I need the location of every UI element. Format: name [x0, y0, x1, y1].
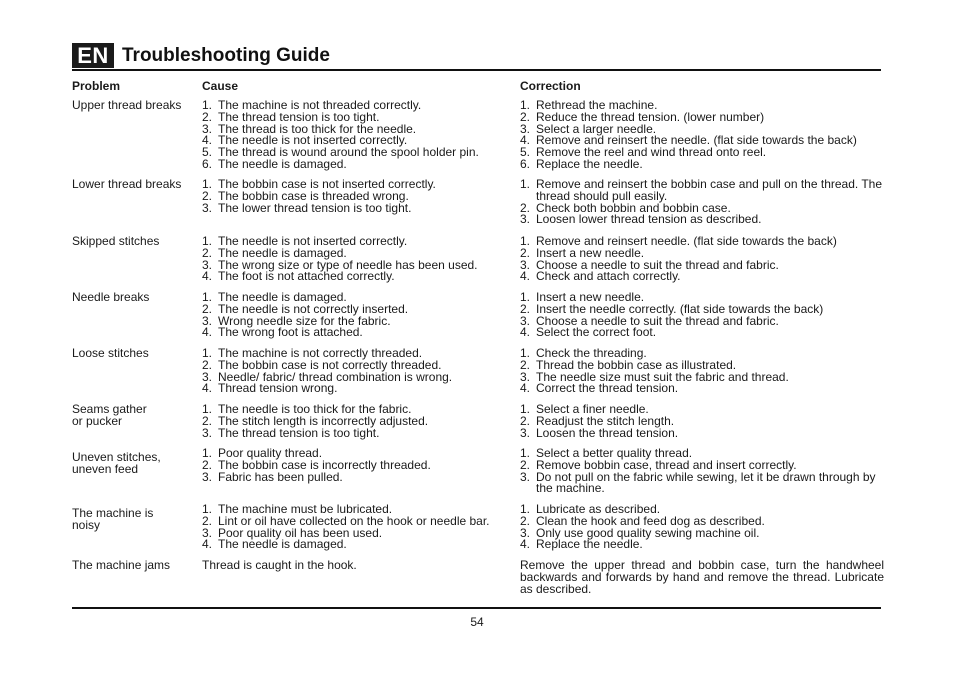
list-item: 2. The thread tension is too tight.: [202, 109, 380, 124]
list-item: 3. The thread tension is too tight.: [202, 425, 380, 440]
list-item: 1. Rethread the machine.: [520, 98, 658, 112]
list-item: 2. Insert a new needle.: [520, 245, 645, 260]
list-item: 1. The needle is not inserted correctly.: [202, 234, 408, 248]
problem-label: Loose stitches: [72, 346, 149, 360]
list-item: 3. Loosen the thread tension.: [520, 425, 679, 440]
list-item: 3. Needle/ fabric/ thread combination is wrong.: [202, 369, 453, 384]
list-item: 3. Choose a needle to suit the thread and fabric.: [520, 257, 779, 272]
list-item: 3. The thread is too thick for the needle.: [202, 121, 417, 136]
list-item: 6. The needle is damaged.: [202, 156, 347, 171]
list-item: 3. The needle size must suit the fabric and thread.: [520, 369, 789, 384]
list-item: 4. Select the correct foot.: [520, 325, 657, 340]
list-item: 4. Remove and reinsert the needle. (flat side towards the back): [520, 133, 857, 148]
cause-list: [202, 404, 517, 439]
list-item: 1. The bobbin case is not inserted correctly.: [202, 177, 436, 191]
list-item: 2. Reduce the thread tension. (lower number): [520, 109, 765, 124]
cause-list: [202, 292, 517, 339]
list-item: 2. The bobbin case is threaded wrong.: [202, 188, 409, 203]
list-item: 1. The needle is damaged.: [202, 290, 347, 304]
correction-list: [520, 292, 884, 339]
list-item: 1. Poor quality thread.: [202, 446, 323, 460]
problem-label: Skipped stitches: [72, 234, 160, 248]
problem-label: Lower thread breaks: [72, 177, 182, 191]
list-item: 1. The machine is not correctly threaded.: [202, 346, 423, 360]
list-item: 2. The needle is damaged.: [202, 245, 347, 260]
problem-label: Upper thread breaks: [72, 98, 182, 112]
list-item: 4. The needle is not inserted correctly.: [202, 133, 408, 148]
list-item: 2. The needle is not correctly inserted.: [202, 301, 409, 316]
problem-label: Seams gather or pucker: [72, 402, 147, 428]
list-item: 4. Replace the needle.: [520, 537, 643, 552]
cause-list: [202, 100, 517, 171]
correction-list: [520, 179, 884, 226]
correction-list: [520, 504, 884, 551]
column-header-problem: Problem: [72, 79, 121, 93]
problem-label: The machine is noisy: [72, 506, 154, 532]
problem-label: The machine jams: [72, 558, 171, 572]
list-item: 3. Only use good quality sewing machine oil.: [520, 525, 760, 540]
list-item: 3. Loosen lower thread tension as described.: [520, 212, 762, 227]
list-item: 3. The wrong size or type of needle has been used.: [202, 257, 478, 272]
list-item: 2. Insert the needle correctly. (flat side towards the back): [520, 301, 824, 316]
list-item: 3. Do not pull on the fabric while sewing, let it be drawn through by the machine.: [520, 469, 876, 496]
cause-list: [202, 236, 517, 283]
column-header-cause: Cause: [202, 79, 239, 93]
list-item: 2. The bobbin case is incorrectly threaded.: [202, 457, 431, 472]
list-item: 6. Replace the needle.: [520, 156, 643, 171]
list-item: 5. The thread is wound around the spool holder pin.: [202, 145, 479, 160]
correction-list: [520, 100, 884, 171]
list-item: 1. Lubricate as described.: [520, 502, 661, 516]
list-item: 4. The foot is not attached correctly.: [202, 269, 395, 284]
list-item: 3. The lower thread tension is too tight.: [202, 200, 412, 215]
list-item: 4. Thread tension wrong.: [202, 381, 338, 396]
list-item: 1. Insert a new needle.: [520, 290, 645, 304]
correction-text: Remove the upper thread and bobbin case, turn the handwheel backwards and forwards by hand and remove the thread. Lubricate as described.: [520, 558, 884, 596]
problem-label: Uneven stitches, uneven feed: [72, 450, 161, 476]
list-item: 4. Correct the thread tension.: [520, 381, 679, 396]
list-item: 3. Poor quality oil has been used.: [202, 525, 383, 540]
list-item: 2. Remove bobbin case, thread and insert correctly.: [520, 457, 797, 472]
cause-list: [202, 504, 517, 551]
cause-list: [202, 448, 517, 483]
correction-list: [520, 404, 884, 439]
list-item: 4. The needle is damaged.: [202, 537, 347, 552]
cause-list: [202, 179, 517, 214]
cause-list: [202, 348, 517, 395]
column-header-correction: Correction: [520, 79, 581, 93]
list-item: 2. Clean the hook and feed dog as described.: [520, 513, 765, 528]
list-item: 1. Check the threading.: [520, 346, 647, 360]
list-item: 2. The stitch length is incorrectly adjusted.: [202, 413, 429, 428]
list-item: 1. The needle is too thick for the fabric.: [202, 402, 412, 416]
page-title: Troubleshooting Guide: [122, 44, 330, 66]
cause-text: Thread is caught in the hook.: [202, 558, 357, 572]
language-badge: EN: [72, 43, 114, 68]
list-item: 4. The wrong foot is attached.: [202, 325, 363, 340]
correction-list: [520, 236, 884, 283]
list-item: 2. Lint or oil have collected on the hook or needle bar.: [202, 513, 490, 528]
list-item: 2. The bobbin case is not correctly threaded.: [202, 357, 442, 372]
list-item: 1. Select a better quality thread.: [520, 446, 693, 460]
list-item: 1. Remove and reinsert the bobbin case and pull on the thread. The thread should pull easily.: [520, 177, 883, 203]
list-item: 2. Check both bobbin and bobbin case.: [520, 200, 731, 215]
list-item: 1. The machine is not threaded correctly.: [202, 98, 422, 112]
list-item: 2. Readjust the stitch length.: [520, 413, 675, 428]
page-number: 54: [470, 615, 484, 629]
list-item: 1. Remove and reinsert needle. (flat side towards the back): [520, 234, 837, 248]
correction-list: [520, 448, 884, 495]
bottom-divider: [72, 607, 881, 609]
list-item: 1. Select a finer needle.: [520, 402, 649, 416]
list-item: 5. Remove the reel and wind thread onto reel.: [520, 145, 767, 160]
list-item: 3. Fabric has been pulled.: [202, 469, 343, 484]
correction-list: [520, 348, 884, 395]
list-item: 1. The machine must be lubricated.: [202, 502, 393, 516]
top-divider: [72, 69, 881, 71]
list-item: 4. Check and attach correctly.: [520, 269, 681, 284]
problem-label: Needle breaks: [72, 290, 150, 304]
list-item: 3. Wrong needle size for the fabric.: [202, 313, 391, 328]
list-item: 2. Thread the bobbin case as illustrated.: [520, 357, 737, 372]
list-item: 3. Choose a needle to suit the thread and fabric.: [520, 313, 779, 328]
list-item: 3. Select a larger needle.: [520, 121, 657, 136]
page-header: [72, 43, 330, 68]
